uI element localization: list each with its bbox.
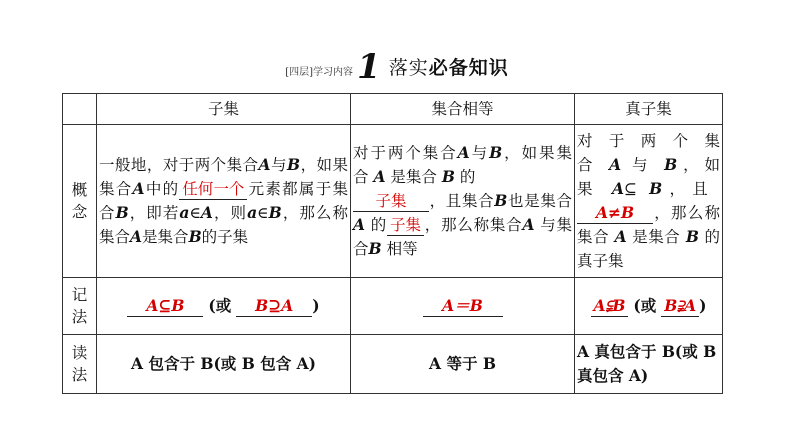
col-header-subset: 子集 [97, 94, 351, 125]
fill-blank-any: 任何一个 [179, 179, 247, 200]
fill-blank-proper-subset-symbol: A⫋B [591, 296, 629, 317]
corner-cell [63, 94, 97, 125]
row-label-notation: 记 法 [63, 278, 97, 335]
table-header-row [63, 94, 723, 125]
section-number: 1 [357, 47, 381, 87]
subset-notation-cell: A⊆B (或 B⊇A ) [97, 278, 351, 335]
proper-concept-cell: 对于两个集合 A 与 B，如果 A⊆ B，且 A≠B ，那么称集合 A 是集合 B 的真子集 [575, 125, 723, 278]
subset-concept-cell: 一般地，对于两个集合A与B，如果集合A中的 任何一个 元素都属于集合B，即若a∈A，则a∈B，那么称集合A是集合B的子集 [97, 125, 351, 278]
table-row-notation [63, 278, 723, 335]
section-title: 落实必备知识 [388, 57, 509, 79]
equal-concept-cell: 对于两个集合A与B，如果集合 A 是集合 B 的 子集 ，且集合B也是集合A 的 子集 ，那么称集合A 与集合B 相等 [351, 125, 575, 278]
col-header-equal: 集合相等 [351, 94, 575, 125]
fill-blank-equal-symbol: A＝B [423, 296, 503, 317]
section-header [0, 44, 794, 87]
fill-blank-subset-symbol: A⊆B [127, 296, 203, 317]
table-row-concept [63, 125, 723, 278]
fill-blank-proper-superset-symbol: B⫌A [661, 296, 699, 317]
fill-blank-not-equal: A≠B [577, 203, 653, 224]
row-label-concept: 概 念 [63, 125, 97, 278]
section-tag: [四层]学习内容 [285, 67, 354, 78]
equal-reading-cell: A 等于 B [351, 335, 575, 394]
col-header-proper: 真子集 [575, 94, 723, 125]
proper-reading-cell: A 真包含于 B(或 B 真包含 A) [575, 335, 723, 394]
row-label-reading: 读 法 [63, 335, 97, 394]
equal-notation-cell [351, 278, 575, 335]
fill-blank-superset-symbol: B⊇A [236, 296, 312, 317]
subset-table [62, 93, 723, 394]
proper-notation-cell: A⫋B (或 B⫌A ) [575, 278, 723, 335]
subset-reading-cell: A 包含于 B(或 B 包含 A) [97, 335, 351, 394]
fill-blank-subset-2: 子集 [387, 215, 424, 236]
table-row-reading [63, 335, 723, 394]
fill-blank-subset-1: 子集 [353, 191, 429, 212]
